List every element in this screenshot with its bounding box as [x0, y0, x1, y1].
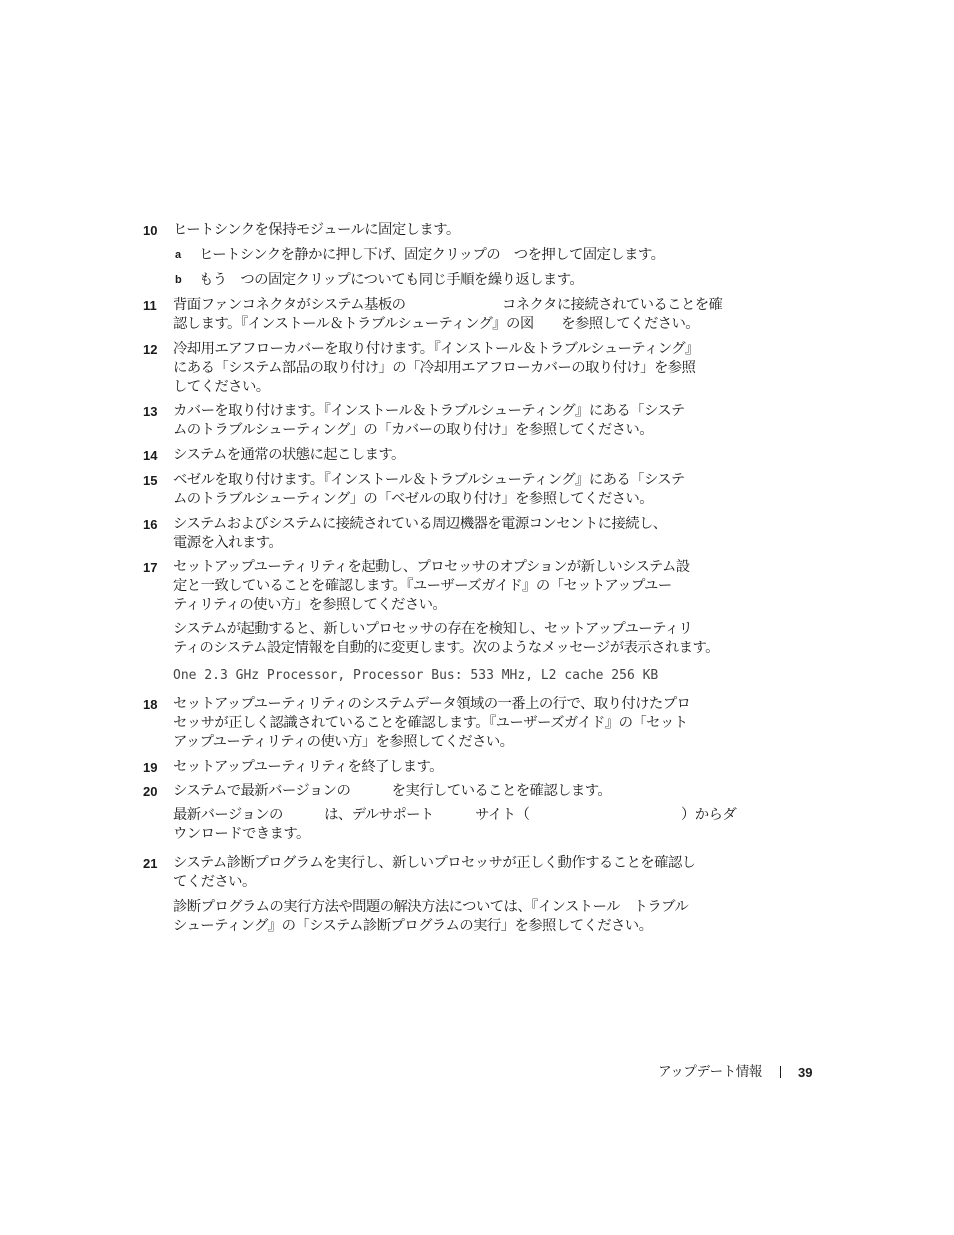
- step-text: [173, 296, 773, 334]
- step-text: [173, 515, 773, 553]
- text-line: 最新バージョンの は、デルサポート サイト（ ）からダ: [173, 807, 737, 823]
- text-line: システムで最新バージョンの を実行していることを確認します。: [173, 783, 612, 799]
- text-line: 背面ファンコネクタがシステム基板の コネクタに接続されていることを確: [173, 297, 723, 313]
- text-line: もう つの固定クリップについても同じ手順を繰り返します。: [199, 272, 584, 288]
- text-line: ベゼルを取り付けます。『インストール＆トラブルシューティング』にある「システ: [173, 472, 685, 488]
- step-number: 16: [143, 517, 158, 532]
- text-line: ウンロードできます。: [173, 826, 310, 842]
- step-text: [173, 758, 773, 777]
- text-line: してください。: [173, 379, 270, 395]
- text-line: カバーを取り付けます。『インストール＆トラブルシューティング』にある「システ: [173, 403, 685, 419]
- text-line: ヒートシンクを保持モジュールに固定します。: [173, 222, 460, 238]
- step-number: 14: [143, 448, 158, 463]
- step-text: [173, 402, 773, 440]
- text-line: セットアップユーティリティを起動し、プロセッサのオプションが新しいシステム設: [173, 559, 690, 575]
- text-line: システムおよびシステムに接続されている周辺機器を電源コンセントに接続し、: [173, 516, 667, 532]
- step-number: 10: [143, 223, 158, 238]
- step-paragraph: [173, 806, 773, 844]
- text-line: ティリティの使い方」を参照してください。: [173, 597, 447, 613]
- text-line: 診断プログラムの実行方法や問題の解決方法については、『インストール トラブル: [173, 899, 689, 915]
- step-number: 13: [143, 404, 158, 419]
- text-line: シューティング』の「システム診断プログラムの実行」を参照してください。: [173, 918, 653, 934]
- text-line: 定と一致していることを確認します。『ユーザーズガイド』の「セットアップユー: [173, 578, 672, 594]
- text-line: ヒートシンクを静かに押し下げ、固定クリップの つを押して固定します。: [199, 247, 665, 263]
- footer-section-title: アップデート情報: [658, 1064, 762, 1080]
- text-line: てください。: [173, 874, 256, 890]
- text-line: ティのシステム設定情報を自動的に変更します。次のようなメッセージが表示されます。: [173, 640, 719, 656]
- step-text: [173, 782, 773, 801]
- step-number: 18: [143, 697, 158, 712]
- step-text: [173, 695, 773, 752]
- step-number: 15: [143, 473, 158, 488]
- text-line: ムのトラブルシューティング」の「カバーの取り付け」を参照してください。: [173, 422, 654, 438]
- text-line: セットアップユーティリティのシステムデータ領域の一番上の行で、取り付けたプロ: [173, 696, 691, 712]
- step-text: [173, 471, 773, 509]
- step-number: 20: [143, 784, 158, 799]
- system-message-code: One 2.3 GHz Processor, Processor Bus: 533 MHz, L2 cache 256 KB: [173, 668, 659, 683]
- substep-text: [199, 246, 759, 265]
- substep-letter: b: [175, 274, 182, 286]
- step-number: 19: [143, 760, 158, 775]
- text-line: 電源を入れます。: [173, 535, 283, 551]
- page-number: 39: [798, 1065, 813, 1080]
- step-number: 11: [143, 298, 157, 313]
- text-line: セットアップユーティリティを終了します。: [173, 759, 443, 775]
- text-line: システム診断プログラムを実行し、新しいプロセッサが正しく動作することを確認し: [173, 855, 696, 871]
- footer-divider: [780, 1066, 781, 1078]
- step-paragraph: [173, 898, 773, 936]
- step-text: [173, 854, 773, 892]
- step-paragraph: [173, 620, 773, 658]
- step-number: 17: [143, 560, 158, 575]
- substep-text: [199, 271, 759, 290]
- text-line: 認します。『インストール＆トラブルシューティング』の図 を参照してください。: [173, 316, 700, 332]
- step-text: [173, 446, 773, 465]
- step-number: 12: [143, 342, 158, 357]
- text-line: システムが起動すると、新しいプロセッサの存在を検知し、セットアップユーティリ: [173, 621, 693, 637]
- substep-letter: a: [175, 249, 182, 261]
- text-line: システムを通常の状態に起こします。: [173, 447, 405, 463]
- text-line: 冷却用エアフローカバーを取り付けます。『インストール＆トラブルシューティング』: [173, 341, 699, 357]
- step-text: [173, 221, 773, 240]
- step-text: [173, 558, 773, 615]
- text-line: アップユーティリティの使い方」を参照してください。: [173, 734, 514, 750]
- text-line: ムのトラブルシューティング」の「ベゼルの取り付け」を参照してください。: [173, 491, 654, 507]
- step-number: 21: [143, 856, 158, 871]
- step-text: [173, 340, 773, 397]
- text-line: にある「システム部品の取り付け」の「冷却用エアフローカバーの取り付け」を参照: [173, 360, 696, 376]
- text-line: セッサが正しく認識されていることを確認します。『ユーザーズガイド』の「セット: [173, 715, 688, 731]
